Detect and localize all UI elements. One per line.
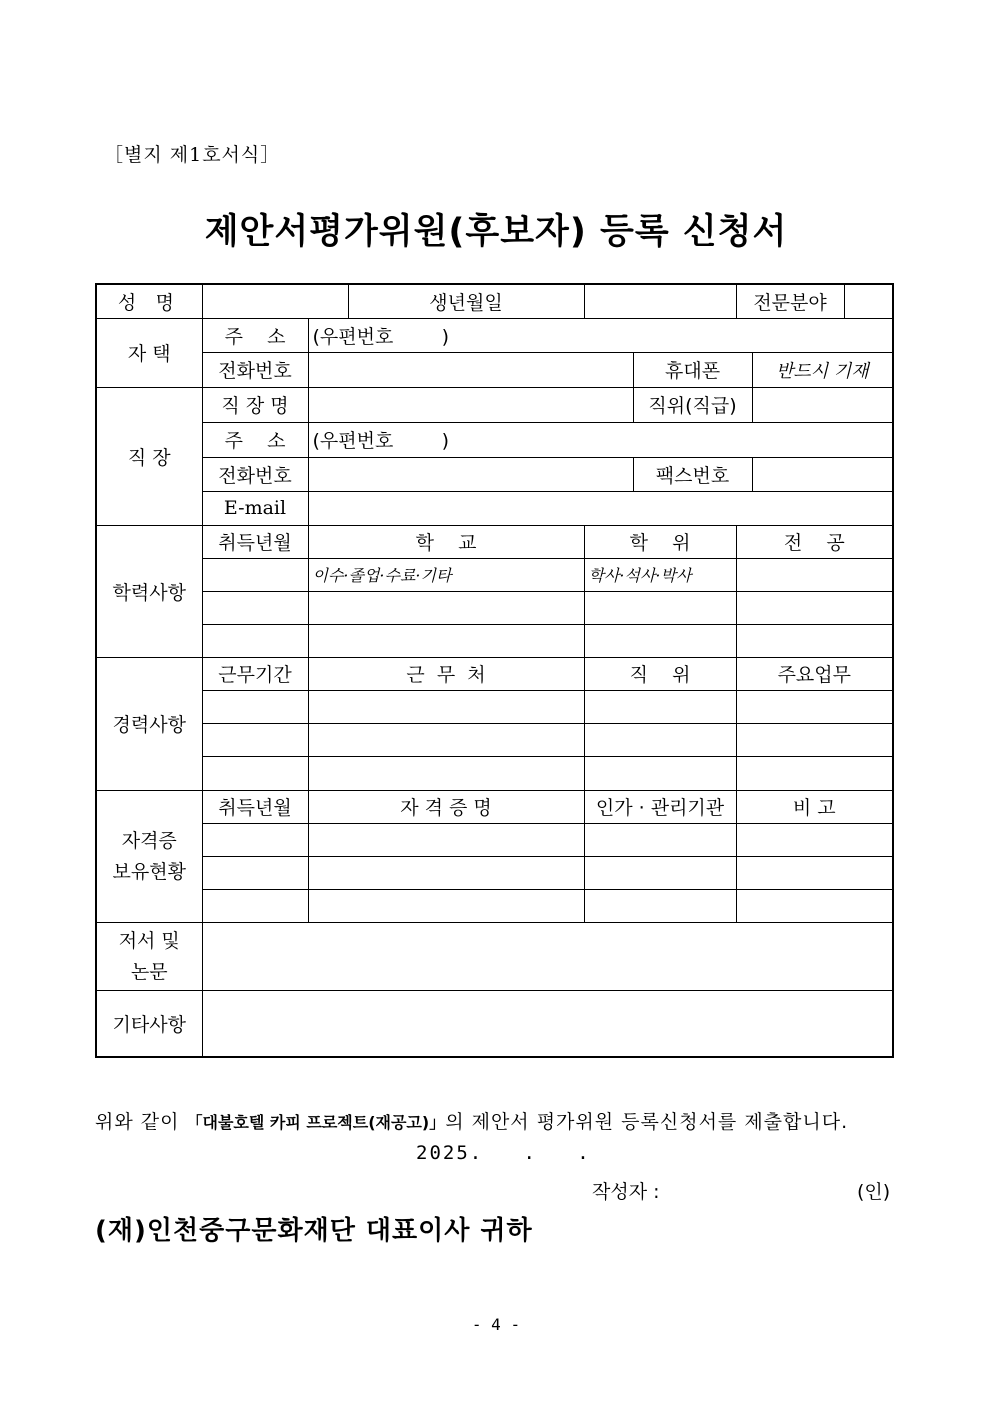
license-name-cell[interactable] [308, 824, 584, 857]
education-header-date: 취득년월 [202, 525, 308, 558]
work-label: 직 장 [96, 387, 202, 525]
mobile-label: 휴대폰 [633, 352, 752, 387]
education-school-hint[interactable]: 이수·졸업·수료·기타 [308, 558, 584, 591]
work-address-label: 주 소 [202, 422, 308, 457]
fax-label: 팩스번호 [633, 457, 752, 491]
document-title: 제안서평가위원(후보자) 등록 신청서 [204, 212, 788, 252]
license-date-cell[interactable] [202, 857, 308, 890]
work-phone-label: 전화번호 [202, 457, 308, 491]
fax-field[interactable] [752, 457, 893, 491]
license-header-authority: 인가 · 관리기관 [584, 790, 736, 823]
license-label-line1: 자격증 [121, 829, 177, 852]
other-field[interactable] [202, 991, 893, 1057]
name-label: 성 명 [96, 284, 202, 318]
work-phone-field[interactable] [308, 457, 633, 491]
author-label: 작성자 : [592, 1181, 660, 1203]
addressee: (재)인천중구문화재단 대표이사 귀하 [95, 1216, 533, 1246]
field-input[interactable] [844, 284, 893, 318]
email-field[interactable] [308, 491, 893, 525]
workplace-label: 직 장 명 [202, 387, 308, 422]
declaration-prefix: 위와 같이 [95, 1111, 187, 1133]
career-workplace-cell[interactable] [308, 723, 584, 756]
home-address-field[interactable]: (우편번호 ) [308, 318, 893, 352]
declaration-text [95, 1107, 848, 1134]
project-name: 「대불호텔 카피 프로젝트(재공고)」 [186, 1113, 446, 1132]
email-label: E-mail [202, 491, 308, 525]
license-authority-cell[interactable] [584, 890, 736, 923]
education-major-cell[interactable] [736, 591, 893, 624]
career-duties-cell[interactable] [736, 756, 893, 790]
license-note-cell[interactable] [736, 890, 893, 923]
license-name-cell[interactable] [308, 890, 584, 923]
other-label: 기타사항 [96, 991, 202, 1057]
license-label-line2: 보유현황 [112, 860, 186, 883]
career-period-cell[interactable] [202, 690, 308, 723]
submission-date: 2025. . . [416, 1142, 591, 1164]
education-label: 학력사항 [96, 525, 202, 657]
career-header-period: 근무기간 [202, 657, 308, 690]
papers-label [96, 923, 202, 991]
career-workplace-cell[interactable] [308, 756, 584, 790]
home-phone-label: 전화번호 [202, 352, 308, 387]
field-label: 전문분야 [736, 284, 844, 318]
education-degree-cell[interactable] [584, 591, 736, 624]
career-period-cell[interactable] [202, 756, 308, 790]
education-date-cell[interactable] [202, 624, 308, 657]
license-note-cell[interactable] [736, 824, 893, 857]
papers-label-line2: 논문 [130, 960, 168, 983]
education-header-major: 전 공 [736, 525, 893, 558]
education-degree-cell[interactable] [584, 624, 736, 657]
license-name-cell[interactable] [308, 857, 584, 890]
career-duties-cell[interactable] [736, 723, 893, 756]
education-major-cell[interactable] [736, 624, 893, 657]
career-workplace-cell[interactable] [308, 690, 584, 723]
education-header-school: 학 교 [308, 525, 584, 558]
mobile-field[interactable]: 반드시 기재 [752, 352, 893, 387]
license-header-name: 자 격 증 명 [308, 790, 584, 823]
license-header-note: 비 고 [736, 790, 893, 823]
papers-label-line1: 저서 및 [118, 929, 180, 952]
career-header-duties: 주요업무 [736, 657, 893, 690]
workplace-field[interactable] [308, 387, 633, 422]
career-header-workplace: 근 무 처 [308, 657, 584, 690]
career-header-position: 직 위 [584, 657, 736, 690]
education-school-cell[interactable] [308, 624, 584, 657]
papers-field[interactable] [202, 923, 893, 991]
license-note-cell[interactable] [736, 857, 893, 890]
career-label: 경력사항 [96, 657, 202, 790]
license-date-cell[interactable] [202, 824, 308, 857]
home-phone-field[interactable] [308, 352, 633, 387]
career-position-cell[interactable] [584, 723, 736, 756]
education-header-degree: 학 위 [584, 525, 736, 558]
career-position-cell[interactable] [584, 690, 736, 723]
career-position-cell[interactable] [584, 756, 736, 790]
home-label: 자 택 [96, 318, 202, 387]
license-authority-cell[interactable] [584, 824, 736, 857]
declaration-suffix: 의 제안서 평가위원 등록신청서를 제출합니다. [445, 1111, 849, 1133]
license-label [96, 790, 202, 922]
form-reference: ［별지 제1호서식］ [104, 144, 281, 166]
education-date-cell[interactable] [202, 558, 308, 591]
position-field[interactable] [752, 387, 893, 422]
license-header-date: 취득년월 [202, 790, 308, 823]
education-date-cell[interactable] [202, 591, 308, 624]
birth-label: 생년월일 [348, 284, 584, 318]
license-date-cell[interactable] [202, 890, 308, 923]
education-school-cell[interactable] [308, 591, 584, 624]
seal-mark: (인) [857, 1181, 891, 1203]
name-field[interactable] [202, 284, 348, 318]
career-duties-cell[interactable] [736, 690, 893, 723]
home-address-label: 주 소 [202, 318, 308, 352]
birth-field[interactable] [584, 284, 736, 318]
education-major-cell[interactable] [736, 558, 893, 591]
license-authority-cell[interactable] [584, 857, 736, 890]
career-period-cell[interactable] [202, 723, 308, 756]
page-number: - 4 - [471, 1315, 521, 1334]
position-label: 직위(직급) [633, 387, 752, 422]
education-degree-hint[interactable]: 학사·석사·박사 [584, 558, 736, 591]
application-form-table [95, 283, 894, 1058]
work-address-field[interactable]: (우편번호 ) [308, 422, 893, 457]
